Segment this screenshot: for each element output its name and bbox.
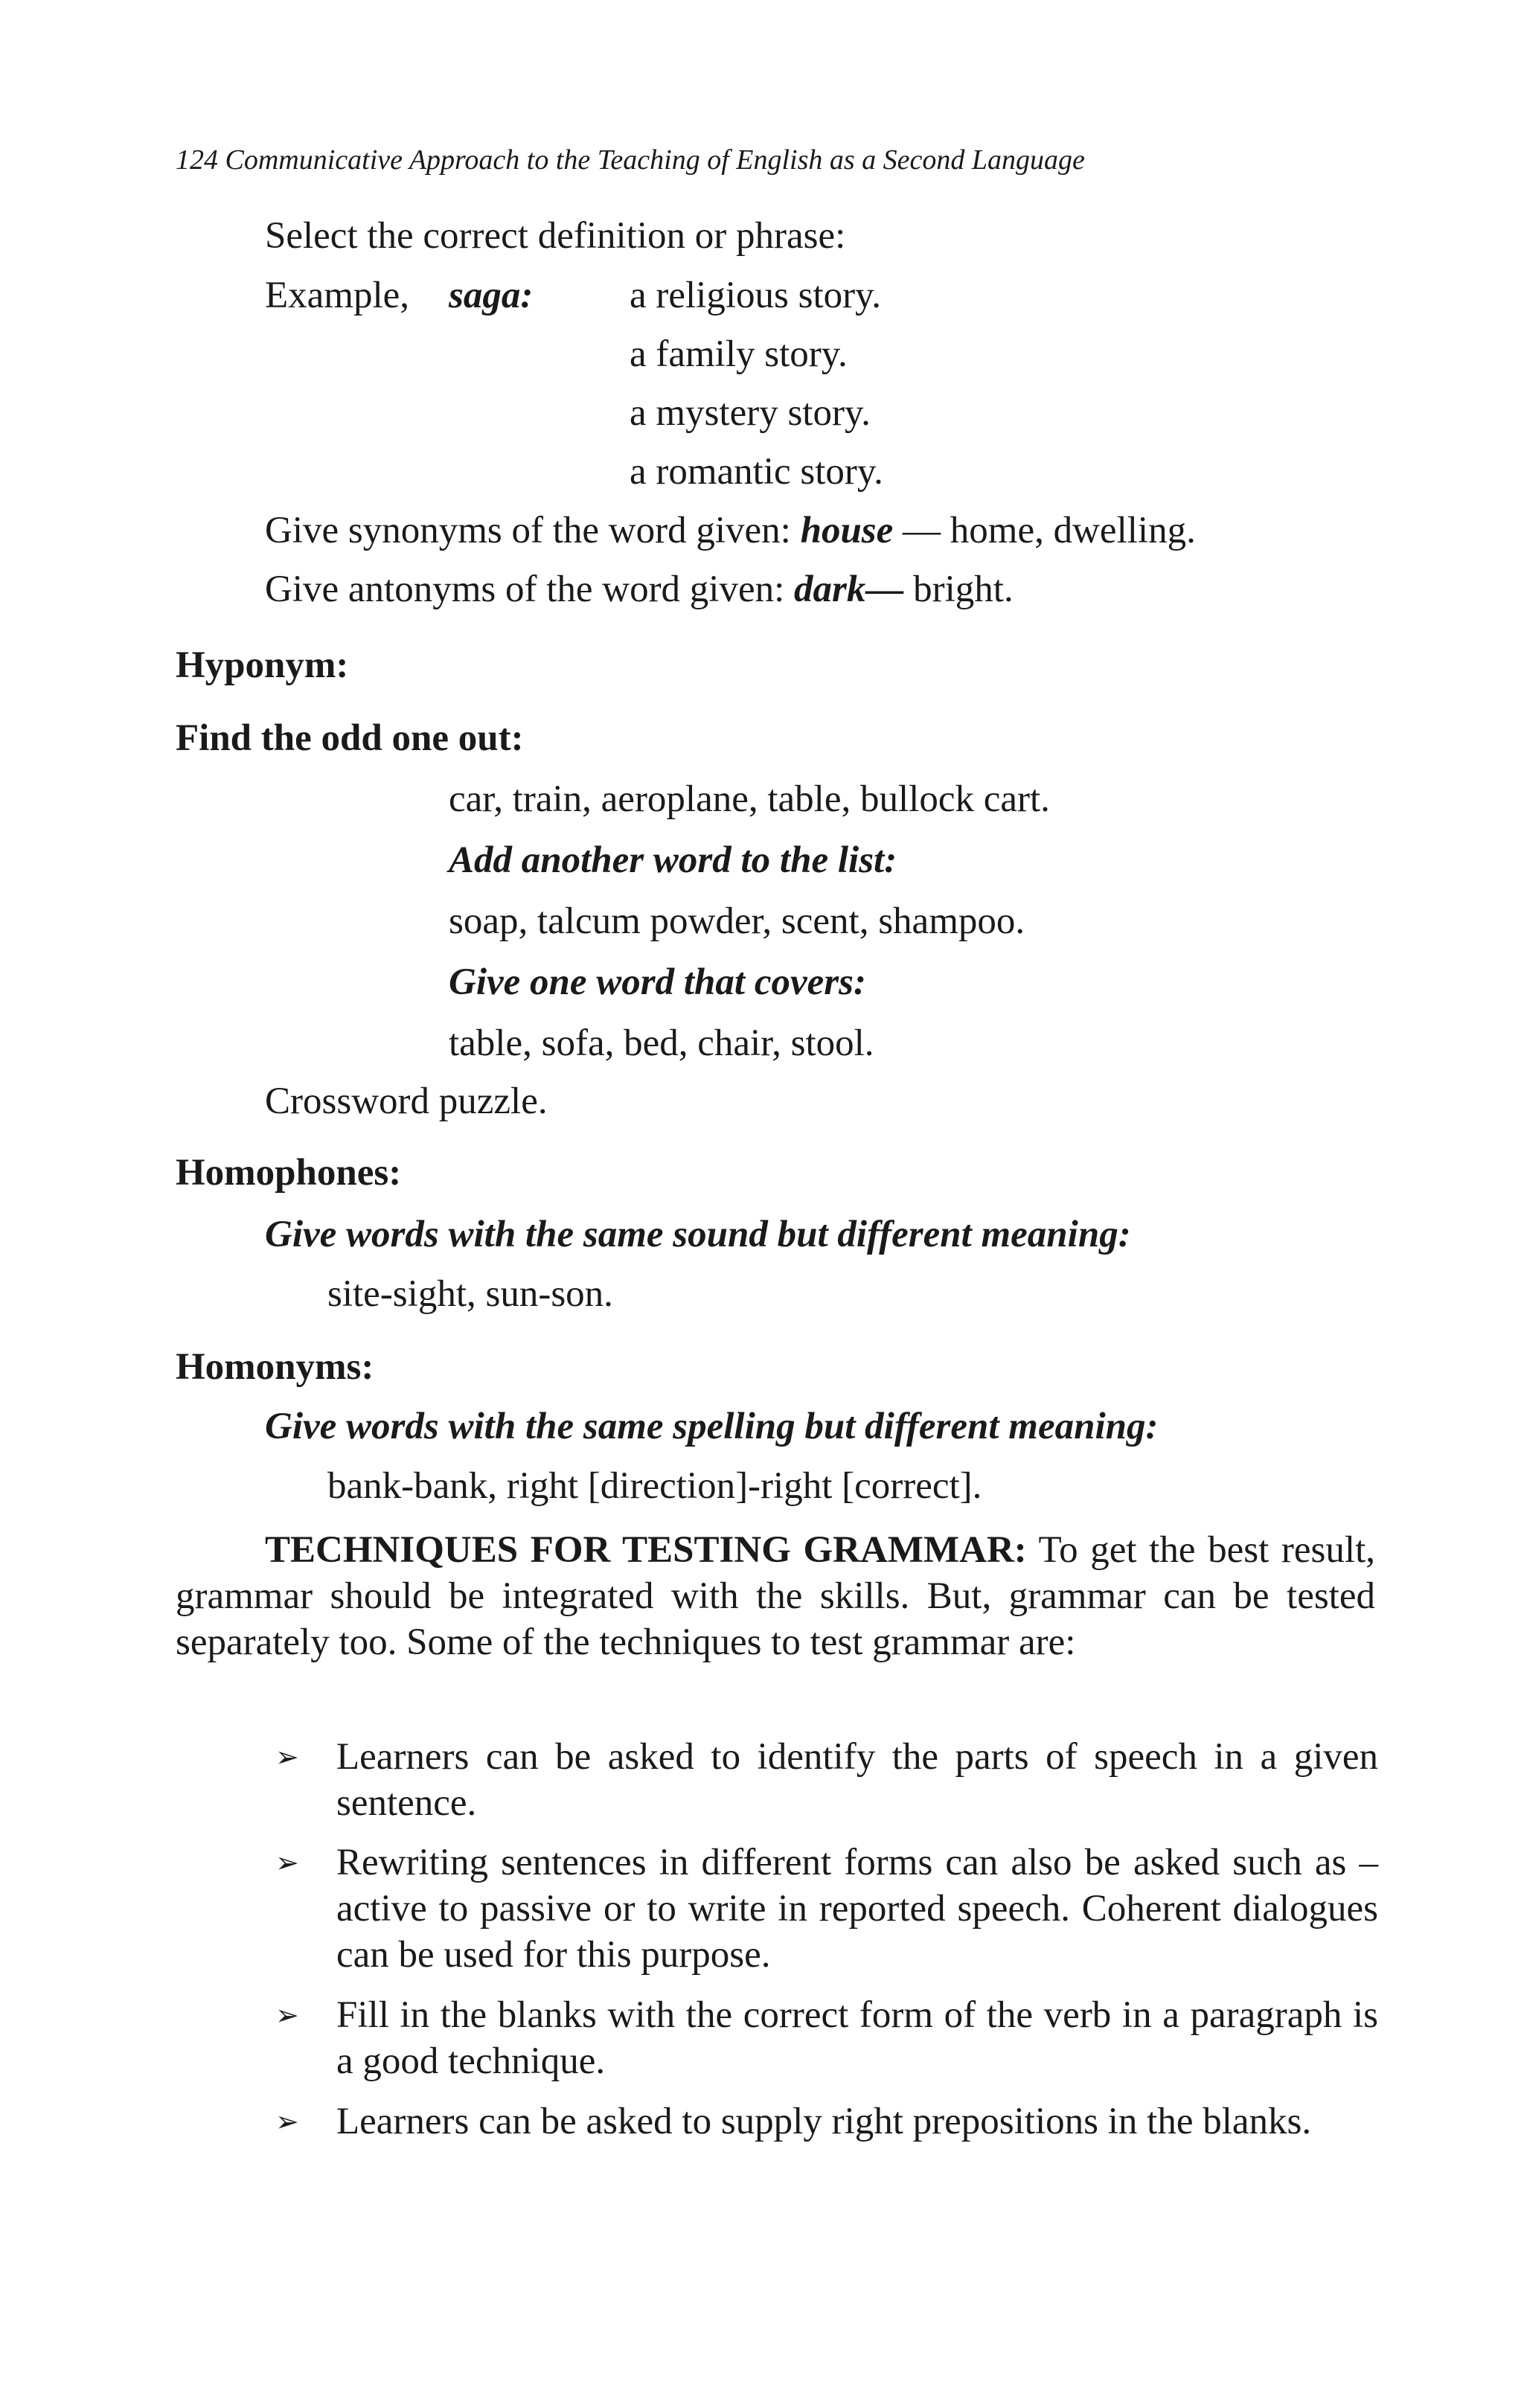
bullet-text: Learners can be asked to supply right prepositions in the blanks.: [336, 2101, 1312, 2142]
option-4: a romantic story.: [630, 451, 883, 493]
bullet-item: [262, 1992, 1378, 2084]
option-1: a religious story.: [630, 275, 882, 316]
bullet-text: Fill in the blanks with the correct form of the verb in a paragraph is a good technique.: [336, 1994, 1378, 2082]
synonyms-line: [265, 507, 1196, 554]
add-word-heading: Add another word to the list:: [449, 839, 897, 881]
antonyms-line: [265, 566, 1014, 613]
antonyms-prefix: Give antonyms of the word given:: [265, 569, 785, 610]
bullet-text: Rewriting sentences in different forms can also be asked such as – active to passive or to write in reported speech. Coherent dialogues can be used for this purpose.: [336, 1842, 1378, 1976]
bullet-item: [262, 1839, 1378, 1978]
homophones-instruction: Give words with the same sound but different meaning:: [265, 1214, 1131, 1255]
homonyms-instruction: Give words with the same spelling but different meaning:: [265, 1406, 1159, 1447]
bullet-item: [262, 2098, 1378, 2145]
add-word-list: soap, talcum powder, scent, shampoo.: [449, 900, 1025, 942]
crossword-line: Crossword puzzle.: [265, 1080, 548, 1122]
grammar-lead: TECHNIQUES FOR TESTING GRAMMAR:: [265, 1529, 1027, 1571]
homophones-heading: Homophones:: [176, 1152, 402, 1194]
covers-heading: Give one word that covers:: [449, 961, 866, 1003]
covers-list: table, sofa, bed, chair, stool.: [449, 1022, 874, 1064]
homophones-example: site-sight, sun-son.: [327, 1273, 613, 1315]
grammar-paragraph: [176, 1527, 1375, 1665]
antonyms-word: dark—: [794, 569, 904, 610]
example-word: saga:: [449, 275, 534, 316]
bullet-item: [262, 1734, 1378, 1826]
synonyms-word: house: [800, 510, 894, 551]
hyponym-heading: Hyponym:: [176, 644, 349, 686]
odd-one-out-heading: Find the odd one out:: [176, 717, 524, 759]
homonyms-example: bank-bank, right [direction]-right [correct].: [327, 1465, 982, 1507]
synonyms-answer: — home, dwelling.: [903, 510, 1196, 551]
arrowhead-bullet-icon: ➢: [275, 1999, 299, 2031]
running-title: Communicative Approach to the Teaching of English as a Second Language: [225, 144, 1085, 176]
odd-one-out-list: car, train, aeroplane, table, bullock cart.: [449, 778, 1050, 820]
synonyms-prefix: Give synonyms of the word given:: [265, 510, 791, 551]
arrowhead-bullet-icon: ➢: [275, 2105, 299, 2138]
option-3: a mystery story.: [630, 392, 871, 434]
arrowhead-bullet-icon: ➢: [275, 1846, 299, 1879]
arrowhead-bullet-icon: ➢: [275, 1741, 299, 1773]
page-number: 124: [176, 144, 218, 176]
select-instruction: Select the correct definition or phrase:: [265, 215, 846, 257]
homonyms-heading: Homonyms:: [176, 1346, 374, 1388]
running-header: [176, 136, 1085, 184]
antonyms-answer: bright.: [913, 569, 1014, 610]
option-2: a family story.: [630, 333, 848, 375]
grammar-body: To get the best result, grammar should be integrated with the skills. But, grammar can be tested separately too. Some of the techniques to test grammar are:: [176, 1529, 1375, 1663]
bullet-text: Learners can be asked to identify the parts of speech in a given sentence.: [336, 1736, 1378, 1824]
example-label: Example,: [265, 275, 410, 316]
